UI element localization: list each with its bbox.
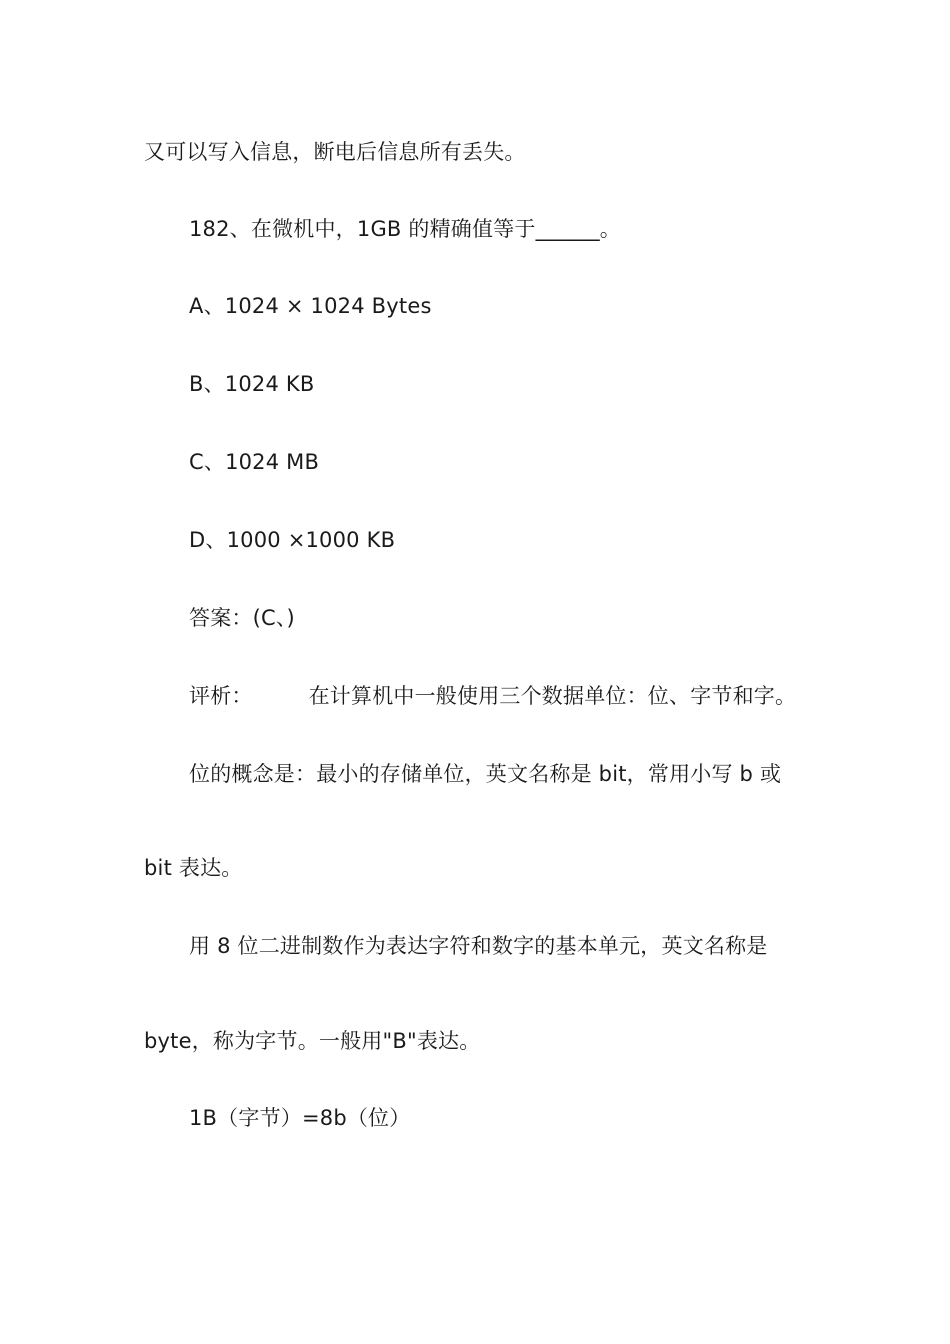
bit-definition-line: 位的概念是：最小的存储单位，英文名称是 bit，常用小写 b 或 xyxy=(189,762,782,786)
byte-definition-line: 用 8 位二进制数作为表达字符和数字的基本单元，英文名称是 xyxy=(189,934,768,958)
option-d: D、1000 ×1000 KB xyxy=(189,528,396,552)
answer-line: 答案：(C、) xyxy=(189,606,295,630)
option-b: B、1024 KB xyxy=(189,372,315,396)
analysis-line xyxy=(189,682,796,710)
question-182: 182、在微机中，1GB 的精确值等于______。 xyxy=(189,217,621,241)
byte-definition-continuation: byte，称为字节。一般用"B"表达。 xyxy=(144,1029,481,1053)
text-line-continuation: 又可以写入信息，断电后信息所有丢失。 xyxy=(144,140,526,164)
analysis-label: 评析： xyxy=(189,684,253,708)
analysis-text: 在计算机中一般使用三个数据单位：位、字节和字。 xyxy=(308,684,797,708)
option-a: A、1024 × 1024 Bytes xyxy=(189,294,432,318)
byte-bit-equation: 1B（字节）=8b（位） xyxy=(189,1106,411,1130)
option-c: C、1024 MB xyxy=(189,450,320,474)
bit-definition-continuation: bit 表达。 xyxy=(144,856,243,880)
